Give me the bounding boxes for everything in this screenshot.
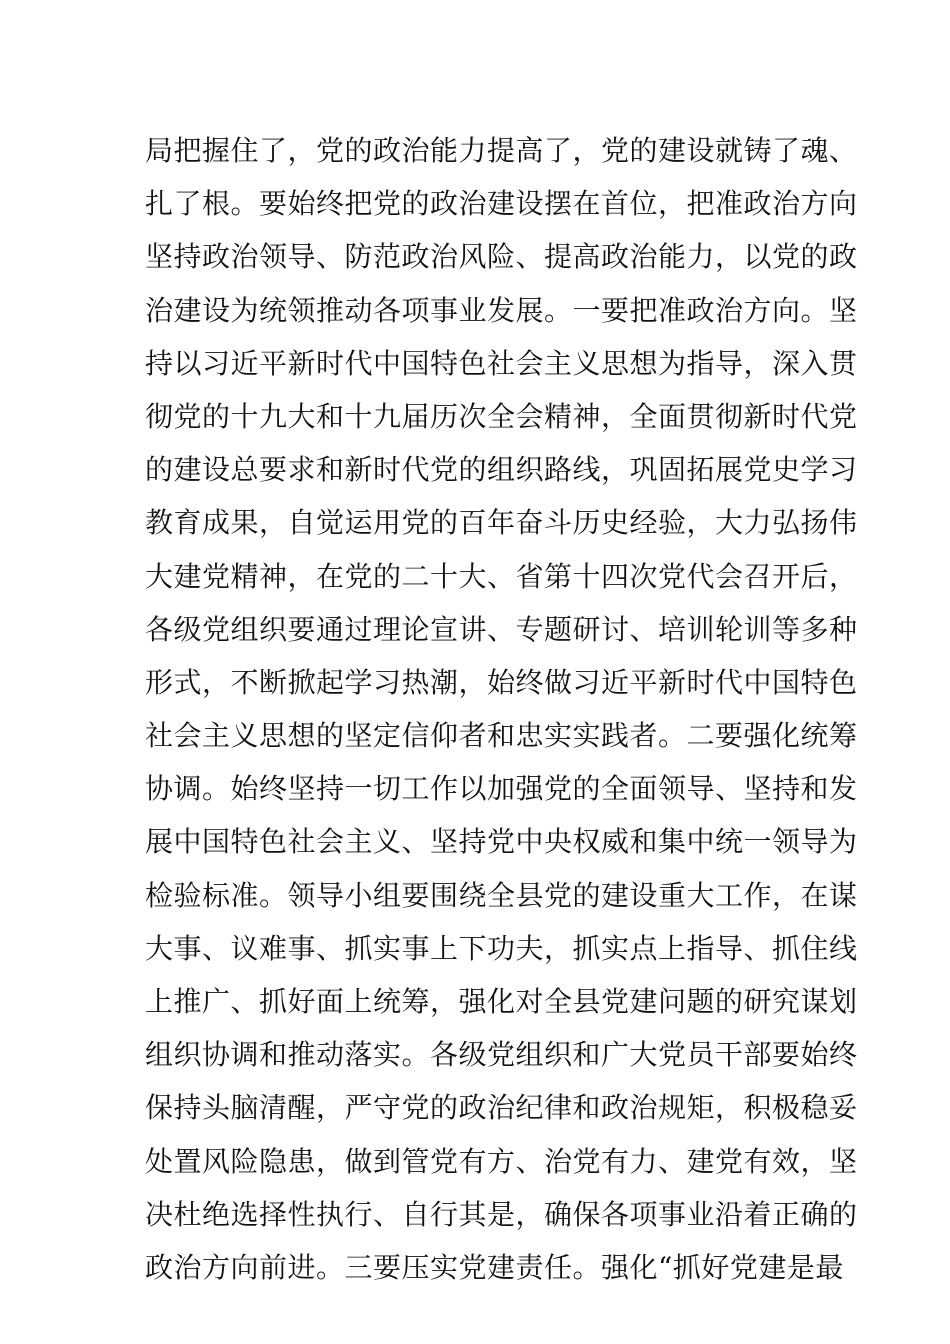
text-line-6: 彻党的十九大和十九届历次全会精神，全面贯彻新时代党 bbox=[145, 399, 858, 433]
text-line-2: 扎了根。要始终把党的政治建设摆在首位，把准政治方向 bbox=[145, 187, 858, 221]
text-line-12: 社会主义思想的坚定信仰者和忠实实践者。二要强化统筹 bbox=[145, 719, 858, 753]
body-text bbox=[145, 124, 858, 1294]
text-line-3: 坚持政治领导、防范政治风险、提高政治能力，以党的政 bbox=[145, 240, 858, 274]
text-line-21: 决杜绝选择性执行、自行其是，确保各项事业沿着正确的 bbox=[145, 1197, 858, 1231]
text-line-9: 大建党精神，在党的二十大、省第十四次党代会召开后， bbox=[145, 559, 858, 593]
text-line-10: 各级党组织要通过理论宣讲、专题研讨、培训轮训等多种 bbox=[145, 612, 858, 646]
text-line-17: 上推广、抓好面上统筹，强化对全县党建问题的研究谋划 bbox=[145, 985, 858, 1018]
text-line-13: 协调。始终坚持一切工作以加强党的全面领导、坚持和发 bbox=[145, 772, 858, 806]
text-line-7: 的建设总要求和新时代党的组织路线，巩固拓展党史学习 bbox=[145, 453, 858, 487]
text-line-8: 教育成果，自觉运用党的百年奋斗历史经验，大力弘扬伟 bbox=[145, 506, 858, 540]
text-line-11: 形式，不断掀起学习热潮，始终做习近平新时代中国特色 bbox=[145, 665, 858, 699]
text-line-20: 处置风险隐患，做到管党有方、治党有力、建党有效，坚 bbox=[145, 1144, 858, 1178]
text-line-1: 局把握住了，党的政治能力提高了，党的建设就铸了魂、 bbox=[145, 134, 858, 167]
text-line-18: 组织协调和推动落实。各级党组织和广大党员干部要始终 bbox=[145, 1038, 858, 1072]
text-line-22: 政治方向前进。三要压实党建责任。强化“抓好党建是最 bbox=[145, 1250, 844, 1284]
text-line-19: 保持头脑清醒，严守党的政治纪律和政治规矩，积极稳妥 bbox=[145, 1091, 858, 1125]
text-line-4: 治建设为统领推动各项事业发展。一要把准政治方向。坚 bbox=[145, 293, 858, 327]
text-line-5: 持以习近平新时代中国特色社会主义思想为指导，深入贯 bbox=[145, 346, 858, 380]
text-line-15: 检验标准。领导小组要围绕全县党的建设重大工作，在谋 bbox=[145, 878, 858, 912]
text-line-14: 展中国特色社会主义、坚持党中央权威和集中统一领导为 bbox=[145, 825, 858, 859]
text-line-16: 大事、议难事、抓实事上下功夫，抓实点上指导、抓住线 bbox=[145, 931, 858, 965]
